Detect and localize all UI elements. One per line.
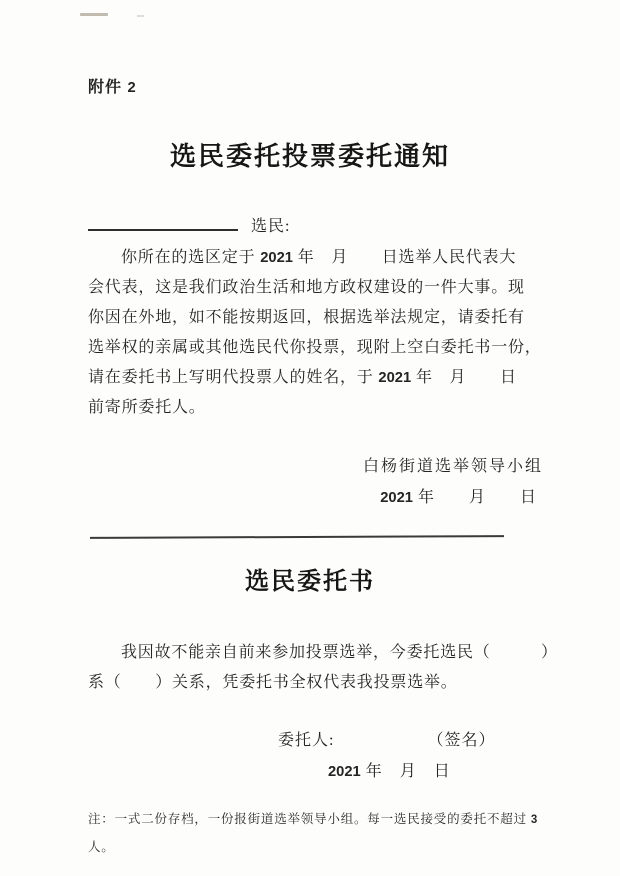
proxy-body-line: 系（ ）关系，凭委托书全权代表我投票选举。 (88, 674, 458, 691)
scan-artifact-speck (137, 15, 144, 17)
salutation-line (88, 209, 290, 242)
signer-label: 委托人: (278, 732, 335, 749)
salutation-label: 选民: (251, 218, 291, 235)
attachment-label: 附件 2 (88, 79, 136, 96)
notice-body-line: 你因在外地，如不能按期返回，根据选举法规定，请委托有 (88, 309, 525, 326)
notice-title: 选民委托投票委托通知 (169, 142, 450, 171)
footnote (88, 806, 550, 861)
signer-row (278, 727, 495, 750)
notice-body-line: 选举权的亲属或其他选民代你投票，现附上空白委托书一份， (88, 339, 542, 356)
notice-signature: 白杨街道选举领导小组 (362, 458, 543, 475)
proxy-body (88, 638, 558, 698)
proxy-title: 选民委托书 (245, 569, 375, 595)
signature-hint: （签名） (427, 732, 496, 749)
footnote-line: 注：一式二份存档，一份报街道选举领导小组。每一选民接受的委托不超过 3 (88, 812, 538, 826)
notice-date: 2021 年 月 日 (380, 489, 537, 506)
proxy-body-line: 我因故不能亲自前来参加投票选举，今委托选民（ ） (121, 644, 558, 661)
notice-body-line: 你所在的选区定于 2021 年 月 日选举人民代表大 (121, 249, 517, 266)
section-divider-line (90, 535, 504, 539)
notice-body-line: 前寄所委托人。 (88, 399, 206, 416)
footnote-line: 人。 (88, 840, 115, 854)
proxy-date: 2021 年 月 日 (328, 763, 451, 780)
notice-body-line: 会代表，这是我们政治生活和地方政权建设的一件大事。现 (88, 279, 525, 296)
scan-artifact-dash (80, 13, 108, 16)
notice-body-line: 请在委托书上写明代投票人的姓名，于 2021 年 月 日 (88, 369, 517, 386)
name-blank-line (88, 209, 238, 231)
notice-body (88, 243, 553, 423)
